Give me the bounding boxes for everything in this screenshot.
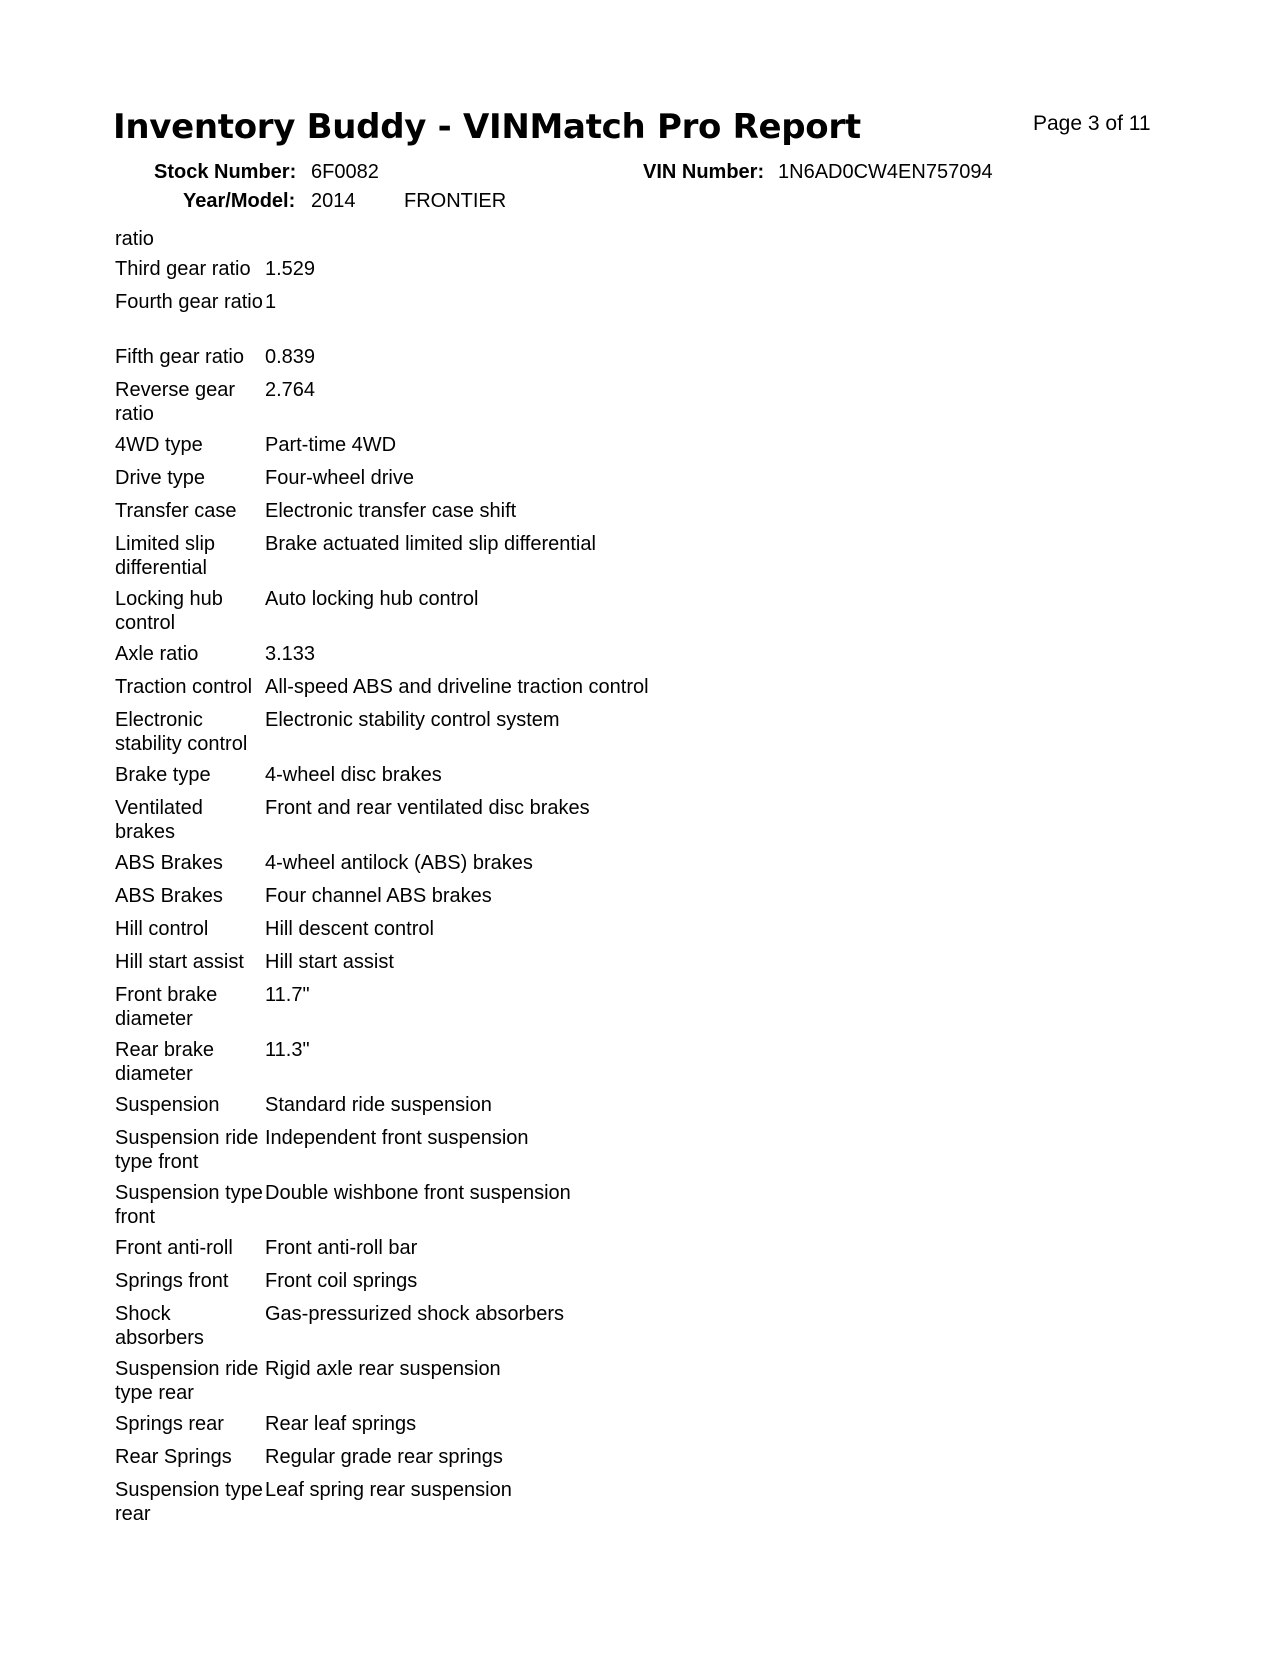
spec-row xyxy=(115,345,815,378)
spec-row xyxy=(115,532,815,587)
spec-row xyxy=(115,1269,815,1302)
vin-number-row xyxy=(643,161,993,184)
spec-value: Independent front suspension xyxy=(265,1127,529,1149)
spec-value: Regular grade rear springs xyxy=(265,1446,503,1468)
spec-label: Suspension type rear xyxy=(115,1479,263,1525)
spec-label: Suspension ride type front xyxy=(115,1127,259,1173)
spec-label: Suspension type front xyxy=(115,1182,263,1228)
spec-label: ABS Brakes xyxy=(115,885,223,907)
spec-row xyxy=(115,950,815,983)
spec-row xyxy=(115,466,815,499)
spec-row xyxy=(115,1038,815,1093)
continued-text: ratio xyxy=(115,228,154,250)
year-model-label: Year/Model: xyxy=(183,190,296,212)
spec-value: Hill descent control xyxy=(265,918,434,940)
model-value: FRONTIER xyxy=(404,190,507,212)
spec-label: Hill start assist xyxy=(115,951,244,973)
spec-label: Brake type xyxy=(115,764,211,786)
spec-label: Electronic stability control xyxy=(115,709,248,755)
vin-number-label: VIN Number: xyxy=(643,161,765,183)
spec-row xyxy=(115,1478,815,1533)
spec-value: Auto locking hub control xyxy=(265,588,479,610)
spec-row xyxy=(115,433,815,466)
spec-value: Brake actuated limited slip differential xyxy=(265,533,596,555)
spec-label: Drive type xyxy=(115,467,206,489)
spec-value: Rigid axle rear suspension xyxy=(265,1358,501,1380)
spec-label: Axle ratio xyxy=(115,643,199,665)
spec-label: Springs front xyxy=(115,1270,229,1292)
spec-row xyxy=(115,378,815,433)
spec-value: Front and rear ventilated disc brakes xyxy=(265,797,590,819)
stock-number-value: 6F0082 xyxy=(311,161,379,183)
spec-label: Front brake diameter xyxy=(115,984,218,1030)
spec-label: Springs rear xyxy=(115,1413,224,1435)
spec-label: ABS Brakes xyxy=(115,852,223,874)
spec-label: Front anti-roll xyxy=(115,1237,233,1259)
spec-value: 3.133 xyxy=(265,643,316,665)
spec-label: Traction control xyxy=(115,676,253,698)
spec-value: 11.3" xyxy=(265,1039,310,1061)
spec-row xyxy=(115,675,815,708)
spec-label: Fifth gear ratio xyxy=(115,346,244,368)
report-title: Inventory Buddy - VINMatch Pro Report xyxy=(113,107,861,147)
spec-value: 1 xyxy=(265,291,277,313)
spec-label: Limited slip differential xyxy=(115,533,216,579)
page-label: Page 3 of 11 xyxy=(1033,112,1151,135)
spec-value: Front coil springs xyxy=(265,1270,418,1292)
spec-label: Locking hub control xyxy=(115,588,223,634)
spec-value: Electronic stability control system xyxy=(265,709,560,731)
spec-label: Shock absorbers xyxy=(115,1303,204,1349)
spec-row xyxy=(115,1445,815,1478)
spec-row xyxy=(115,290,815,345)
spec-value: 4-wheel disc brakes xyxy=(265,764,442,786)
spec-value: Standard ride suspension xyxy=(265,1094,492,1116)
spec-row xyxy=(115,796,815,851)
stock-number-row xyxy=(154,161,379,184)
year-value: 2014 xyxy=(311,190,356,212)
spec-value: Hill start assist xyxy=(265,951,394,973)
spec-label: 4WD type xyxy=(115,434,203,456)
spec-value: 1.529 xyxy=(265,258,316,280)
spec-row xyxy=(115,642,815,675)
spec-table xyxy=(115,227,815,1533)
spec-value: Rear leaf springs xyxy=(265,1413,417,1435)
spec-label: Reverse gear ratio xyxy=(115,379,236,425)
spec-value: All-speed ABS and driveline traction control xyxy=(265,676,649,698)
spec-value: 4-wheel antilock (ABS) brakes xyxy=(265,852,533,874)
spec-row xyxy=(115,763,815,796)
spec-row xyxy=(115,1236,815,1269)
spec-label: Rear brake diameter xyxy=(115,1039,214,1085)
spec-label: Rear Springs xyxy=(115,1446,232,1468)
spec-row xyxy=(115,983,815,1038)
spec-label: Suspension xyxy=(115,1094,220,1116)
spec-row xyxy=(115,917,815,950)
spec-value: Four-wheel drive xyxy=(265,467,414,489)
spec-row xyxy=(115,587,815,642)
spec-row xyxy=(115,851,815,884)
spec-row xyxy=(115,1302,815,1357)
spec-label: Fourth gear ratio xyxy=(115,291,263,313)
spec-row xyxy=(115,1126,815,1181)
spec-value: Four channel ABS brakes xyxy=(265,885,492,907)
spec-value: Gas-pressurized shock absorbers xyxy=(265,1303,565,1325)
spec-row xyxy=(115,708,815,763)
stock-number-label: Stock Number: xyxy=(154,161,297,183)
spec-row xyxy=(115,499,815,532)
spec-value: Front anti-roll bar xyxy=(265,1237,418,1259)
spec-row xyxy=(115,1357,815,1412)
spec-value: Electronic transfer case shift xyxy=(265,500,517,522)
spec-row xyxy=(115,1093,815,1126)
spec-label: Suspension ride type rear xyxy=(115,1358,259,1404)
spec-value: 11.7" xyxy=(265,984,310,1006)
vin-number-value: 1N6AD0CW4EN757094 xyxy=(778,161,993,183)
year-model-row xyxy=(183,190,507,213)
spec-value: Leaf spring rear suspension xyxy=(265,1479,512,1501)
spec-value: 2.764 xyxy=(265,379,316,401)
spec-label: Third gear ratio xyxy=(115,258,251,280)
spec-value: 0.839 xyxy=(265,346,316,368)
spec-label: Ventilated brakes xyxy=(115,797,203,843)
spec-row xyxy=(115,884,815,917)
spec-label: Hill control xyxy=(115,918,209,940)
spec-label: Transfer case xyxy=(115,500,237,522)
spec-value: Part-time 4WD xyxy=(265,434,397,456)
spec-value: Double wishbone front suspension xyxy=(265,1182,571,1204)
spec-row xyxy=(115,1412,815,1445)
spec-row xyxy=(115,257,815,290)
spec-row xyxy=(115,1181,815,1236)
